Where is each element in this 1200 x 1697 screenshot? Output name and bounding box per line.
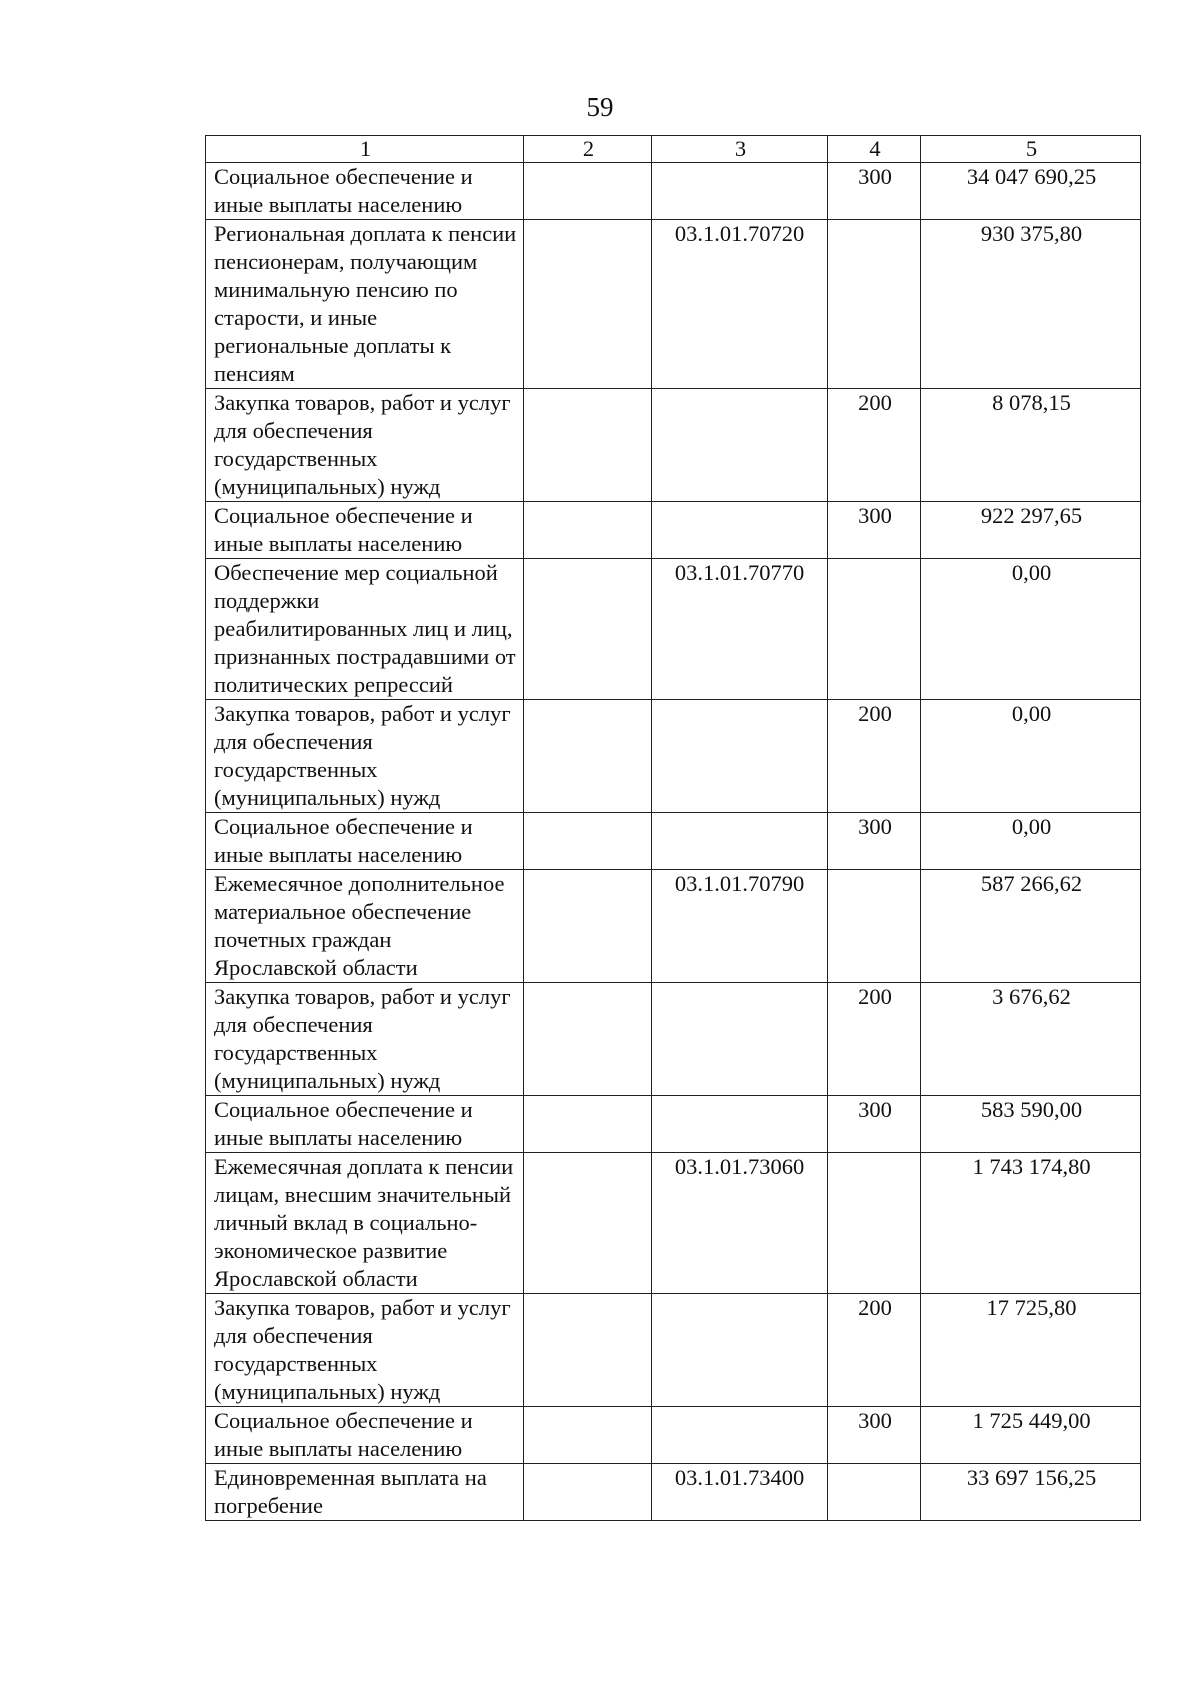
row-type-cell: 200 — [828, 700, 921, 813]
row-col2-cell — [524, 1407, 652, 1464]
row-col2-cell — [524, 502, 652, 559]
row-amount-cell: 17 725,80 — [921, 1294, 1141, 1407]
row-code-cell: 03.1.01.70790 — [652, 870, 828, 983]
table-row — [206, 1464, 1141, 1521]
table-row — [206, 502, 1141, 559]
row-amount-cell: 33 697 156,25 — [921, 1464, 1141, 1521]
table-row — [206, 813, 1141, 870]
row-amount-cell: 922 297,65 — [921, 502, 1141, 559]
row-code-cell — [652, 1096, 828, 1153]
row-col2-cell — [524, 870, 652, 983]
budget-table-container — [205, 135, 1140, 1521]
header-col-1: 1 — [206, 136, 524, 163]
row-code-cell: 03.1.01.73060 — [652, 1153, 828, 1294]
row-name-cell: Ежемесячное дополнительное материальное обеспечение почетных граждан Ярославской области — [206, 870, 524, 983]
row-name-cell: Социальное обеспечение и иные выплаты населению — [206, 1407, 524, 1464]
table-row — [206, 1153, 1141, 1294]
row-name-cell: Социальное обеспечение и иные выплаты населению — [206, 502, 524, 559]
row-col2-cell — [524, 1096, 652, 1153]
row-col2-cell — [524, 1294, 652, 1407]
row-amount-cell: 583 590,00 — [921, 1096, 1141, 1153]
row-amount-cell: 8 078,15 — [921, 389, 1141, 502]
row-code-cell — [652, 502, 828, 559]
row-code-cell: 03.1.01.70720 — [652, 220, 828, 389]
row-type-cell — [828, 220, 921, 389]
row-name-cell: Закупка товаров, работ и услуг для обеспечения государственных (муниципальных) нужд — [206, 700, 524, 813]
row-code-cell — [652, 700, 828, 813]
table-row — [206, 700, 1141, 813]
row-code-cell — [652, 1407, 828, 1464]
row-type-cell: 300 — [828, 502, 921, 559]
header-col-5: 5 — [921, 136, 1141, 163]
row-type-cell: 300 — [828, 813, 921, 870]
row-code-cell: 03.1.01.73400 — [652, 1464, 828, 1521]
table-row — [206, 1407, 1141, 1464]
table-row — [206, 163, 1141, 220]
row-col2-cell — [524, 983, 652, 1096]
row-name-cell: Ежемесячная доплата к пенсии лицам, внесшим значительный личный вклад в социально-экономическое развитие Ярославской области — [206, 1153, 524, 1294]
row-col2-cell — [524, 220, 652, 389]
row-name-cell: Обеспечение мер социальной поддержки реабилитированных лиц и лиц, признанных пострадавшими от политических репрессий — [206, 559, 524, 700]
row-type-cell: 200 — [828, 389, 921, 502]
row-name-cell: Закупка товаров, работ и услуг для обеспечения государственных (муниципальных) нужд — [206, 983, 524, 1096]
table-row — [206, 559, 1141, 700]
table-row — [206, 983, 1141, 1096]
row-type-cell — [828, 870, 921, 983]
row-code-cell: 03.1.01.70770 — [652, 559, 828, 700]
row-amount-cell: 587 266,62 — [921, 870, 1141, 983]
row-name-cell: Региональная доплата к пенсии пенсионерам, получающим минимальную пенсию по старости, и иные региональные доплаты к пенсиям — [206, 220, 524, 389]
row-col2-cell — [524, 700, 652, 813]
row-type-cell: 200 — [828, 1294, 921, 1407]
row-name-cell: Закупка товаров, работ и услуг для обеспечения государственных (муниципальных) нужд — [206, 389, 524, 502]
row-col2-cell — [524, 163, 652, 220]
budget-table — [205, 135, 1141, 1521]
table-row — [206, 389, 1141, 502]
row-amount-cell: 0,00 — [921, 700, 1141, 813]
row-name-cell: Единовременная выплата на погребение — [206, 1464, 524, 1521]
row-code-cell — [652, 813, 828, 870]
header-col-3: 3 — [652, 136, 828, 163]
row-type-cell: 300 — [828, 1096, 921, 1153]
row-col2-cell — [524, 813, 652, 870]
row-code-cell — [652, 389, 828, 502]
row-code-cell — [652, 163, 828, 220]
row-code-cell — [652, 983, 828, 1096]
table-row — [206, 220, 1141, 389]
row-type-cell — [828, 1153, 921, 1294]
row-amount-cell: 1 743 174,80 — [921, 1153, 1141, 1294]
table-body — [206, 163, 1141, 1521]
table-row — [206, 1096, 1141, 1153]
row-type-cell: 300 — [828, 1407, 921, 1464]
row-type-cell: 300 — [828, 163, 921, 220]
table-row — [206, 870, 1141, 983]
row-col2-cell — [524, 559, 652, 700]
row-amount-cell: 0,00 — [921, 813, 1141, 870]
row-name-cell: Закупка товаров, работ и услуг для обеспечения государственных (муниципальных) нужд — [206, 1294, 524, 1407]
row-col2-cell — [524, 1153, 652, 1294]
row-amount-cell: 1 725 449,00 — [921, 1407, 1141, 1464]
row-name-cell: Социальное обеспечение и иные выплаты населению — [206, 163, 524, 220]
table-header-row — [206, 136, 1141, 163]
row-amount-cell: 34 047 690,25 — [921, 163, 1141, 220]
header-col-4: 4 — [828, 136, 921, 163]
row-code-cell — [652, 1294, 828, 1407]
row-col2-cell — [524, 389, 652, 502]
row-type-cell — [828, 559, 921, 700]
row-col2-cell — [524, 1464, 652, 1521]
row-type-cell: 200 — [828, 983, 921, 1096]
row-amount-cell: 930 375,80 — [921, 220, 1141, 389]
row-amount-cell: 0,00 — [921, 559, 1141, 700]
table-row — [206, 1294, 1141, 1407]
row-name-cell: Социальное обеспечение и иные выплаты населению — [206, 813, 524, 870]
row-type-cell — [828, 1464, 921, 1521]
page-number: 59 — [586, 92, 614, 122]
row-amount-cell: 3 676,62 — [921, 983, 1141, 1096]
header-col-2: 2 — [524, 136, 652, 163]
row-name-cell: Социальное обеспечение и иные выплаты населению — [206, 1096, 524, 1153]
